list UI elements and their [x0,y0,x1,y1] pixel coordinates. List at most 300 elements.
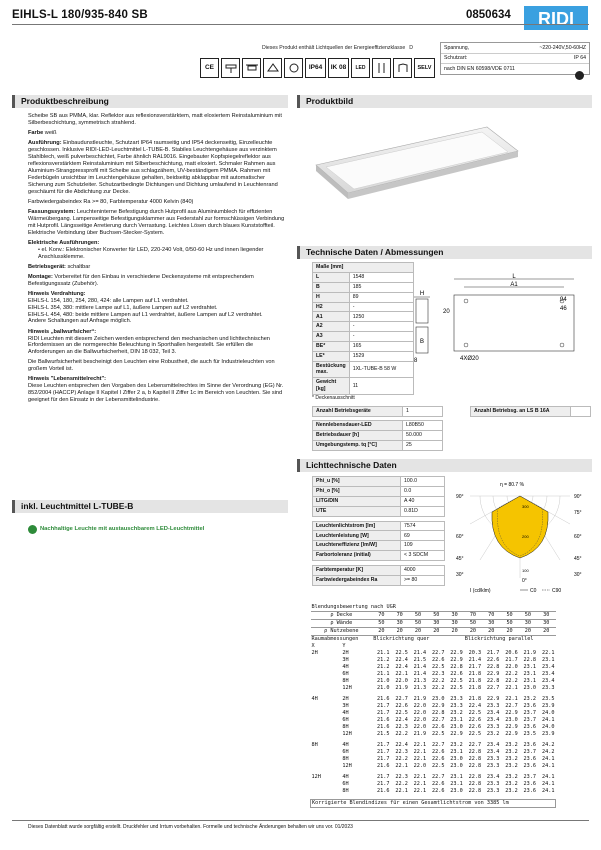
ugr-cell [311,657,342,664]
table-row [311,650,556,657]
electrical-spec-box [440,42,590,75]
table-row [311,717,556,724]
dimension-drawing [410,273,590,363]
table-row [311,628,556,636]
ugr-cell: 23.0 [450,788,463,794]
ugr-cell: 22.0 [413,724,427,730]
ugr-cell: 23.3 [486,781,500,787]
ugr-cell: 21.1 [377,671,390,677]
footer-divider [12,820,589,821]
ugr-cell: 23.7 [523,717,537,723]
svg-text:300: 300 [522,504,529,509]
ugr-cell: 22.6 [486,657,500,663]
ugr-cell: 22.6 [431,657,445,663]
ugr-cell: 22.3 [431,671,445,677]
cutout-note: * Deckenausschnitt [312,395,355,401]
touch-guard-icon [393,58,412,78]
ugr-cell: 22.1 [413,774,427,780]
ugr-cell: 22.1 [413,756,427,762]
svg-text:4XØ20: 4XØ20 [460,356,479,362]
ugr-cell: 22.9 [505,731,518,737]
ugr-cell: 23.3 [542,685,555,691]
ugr-cell: ρ Decke [311,612,373,620]
ik08-icon: IK 08 [328,58,349,78]
ugr-cell: 50 [500,620,518,628]
ugr-cell: 23.2 [505,788,518,794]
ugr-cell: 22.1 [395,671,408,677]
ugr-cell: Raumabmessungen [311,636,359,642]
ugr-cell: 22.6 [431,756,445,762]
ugr-cell: 22.8 [468,774,482,780]
ugr-cell: 21.0 [377,685,390,691]
ugr-cell: 22.5 [395,710,408,716]
ugr-cell: 22.9 [450,657,463,663]
ugr-cell: 6H [342,717,349,723]
svg-text:A1: A1 [510,282,518,288]
product-title: EIHLS-L 180/935-840 SB [12,9,148,21]
ugr-cell: 22.6 [431,781,445,787]
table-row [311,636,556,644]
ugr-cell: 24.1 [542,717,555,723]
ugr-cell: 4H [342,774,349,780]
ugr-cell: 23.1 [523,678,537,684]
surface-temperature-icon [263,58,282,78]
ugr-cell: 22.3 [395,749,408,755]
ugr-cell: 21.7 [377,774,390,780]
ceiling-mount-icon [242,58,261,78]
ugr-cell: 20 [391,628,409,636]
ugr-cell: 23.7 [523,710,537,716]
svg-text:60°: 60° [574,534,582,540]
ugr-cell: 12H [342,731,352,737]
ugr-cell: 23.3 [486,756,500,762]
ugr-cell: 23.6 [523,724,537,730]
ugr-cell: 22.9 [505,724,518,730]
ugr-cell: 21.1 [377,650,390,656]
ugr-cell: 20 [500,628,518,636]
ugr-cell: 23.3 [450,703,463,709]
ugr-cell: 22.9 [486,696,500,702]
ugr-cell: 22.1 [413,788,427,794]
table-row [311,724,556,731]
ugr-cell: 20 [537,628,555,636]
ugr-cell: 30 [445,612,463,620]
ugr-cell: 21.7 [377,756,390,762]
ugr-cell: 22.5 [431,664,445,670]
ugr-cell: 20.6 [505,650,518,656]
ugr-cell: 23.7 [523,774,537,780]
table-row [311,731,556,738]
ugr-cell: 23.4 [486,749,500,755]
ugr-cell: 22.8 [468,781,482,787]
ugr-cell: 20 [427,628,445,636]
ugr-cell: 20 [464,628,482,636]
ugr-cell: Blickrichtung parallel [464,636,534,642]
ugr-cell: 24.0 [542,710,555,716]
ugr-cell: 21.4 [413,671,427,677]
table-row: Leuchtenleistung [W] 69 [313,531,445,541]
table-row: A1 1250 [313,312,414,322]
table-row: Umgebungstemp. tq [°C] 25 [313,440,443,450]
ugr-cell: 22.5 [431,763,445,769]
ugr-cell: 22.6 [468,724,482,730]
ugr-cell: 21.7 [377,742,390,748]
table-row [311,612,556,620]
ugr-cell [311,703,342,710]
ugr-cell: 22.1 [395,763,408,769]
ugr-cell: 21.5 [413,657,427,663]
table-row: Farbwiedergabeindex Ra >= 80 [313,575,445,585]
certification-icons [200,58,435,78]
ugr-cell: 20 [519,628,537,636]
ugr-cell: 22.8 [468,749,482,755]
table-row: B 185 [313,282,414,292]
table-row: Nennlebensdauer-LED L80B50 [313,421,443,431]
ugr-cell: 22.0 [413,710,427,716]
driver-count-table [312,406,443,417]
ugr-cell: 20.3 [468,650,482,656]
ugr-cell: 8H [342,724,349,730]
ugr-cell: 23.0 [523,685,537,691]
svg-text:C90: C90 [552,588,562,594]
article-number: 0850634 [466,9,511,21]
table-row: UTE 0.81D [313,506,445,516]
ugr-cell: 23.1 [523,664,537,670]
ugr-cell: 22.3 [395,724,408,730]
ugr-cell: 2H [342,696,349,702]
table-row [311,763,556,770]
ugr-cell: 23.3 [486,724,500,730]
ugr-cell: 22.8 [468,788,482,794]
ugr-cell: 21.4 [413,664,427,670]
ugr-cell: 22.8 [468,763,482,769]
svg-text:94: 94 [560,297,567,303]
ugr-cell [311,724,342,731]
svg-text:L: L [512,274,516,280]
ugr-cell: 22.7 [431,650,445,656]
svg-text:30°: 30° [456,572,464,578]
ugr-cell: 21.8 [468,678,482,684]
ugr-cell: 50 [409,620,427,628]
ugr-cell: 22.1 [542,650,555,656]
ugr-cell: 8H [342,678,349,684]
ugr-cell [311,717,342,724]
ugr-cell: 21.5 [377,731,390,737]
table-row: Leuchtenlichtstrom [lm] 7574 [313,521,445,531]
ugr-cell: 21.6 [377,763,390,769]
ugr-cell: 70 [372,612,390,620]
ugr-cell: 22.4 [395,742,408,748]
ugr-cell: 50 [372,620,390,628]
table-row [311,774,556,781]
ugr-cell: 23.0 [450,724,463,730]
ugr-cell: 24.1 [542,781,555,787]
table-row: Bestückung max. 1XL-TUBE-B 58 W [313,361,414,377]
ugr-cell: 21.7 [486,650,500,656]
ugr-cell: 23.4 [486,710,500,716]
ugr-cell: 22.8 [468,756,482,762]
svg-text:60°: 60° [456,534,464,540]
table-row: Phi_u [%] 100.0 [313,477,445,487]
svg-text:η = 80.7 %: η = 80.7 % [500,482,525,488]
table-row: A3 - [313,332,414,342]
ugr-cell: 22.0 [395,678,408,684]
table-row: L 1548 [313,272,414,282]
ugr-cell: 21.7 [377,749,390,755]
ugr-cell: 23.5 [523,731,537,737]
section-lighting-data: Lichttechnische Daten [297,459,592,472]
ugr-cell: 23.4 [542,678,555,684]
ugr-cell: 22.1 [505,696,518,702]
ugr-cell: 24.1 [542,756,555,762]
sustainability-note: Nachhaltige Leuchte mit austauschbarem LED-Leuchtmittel [28,525,204,534]
ugr-cell: 23.0 [450,763,463,769]
table-row [311,657,556,664]
lifetime-table [312,420,443,451]
svg-text:75°: 75° [574,510,582,516]
table-row: Leuchteneffizienz [lm/W] 109 [313,541,445,551]
ugr-cell: 22.9 [450,731,463,737]
ugr-cell: 22.7 [431,742,445,748]
svg-text:0°: 0° [522,578,527,584]
ugr-cell: 22.5 [450,678,463,684]
ugr-cell: 23.4 [542,671,555,677]
ugr-cell: 21.9 [413,696,427,702]
svg-text:C0: C0 [530,588,537,594]
ugr-cell: 23.6 [523,703,537,709]
ugr-cell: 22.7 [468,742,482,748]
ugr-cell: 22.9 [450,650,463,656]
ugr-cell: 4H [342,710,349,716]
ugr-cell: 22.6 [395,703,408,709]
ugr-cell: 23.3 [486,788,500,794]
ugr-cell: X [311,643,315,649]
ugr-cell: 23.1 [450,749,463,755]
ugr-cell [311,685,342,692]
ugr-cell: 30 [537,620,555,628]
ugr-cell [311,710,342,717]
ugr-cell [311,781,342,788]
ugr-cell: 23.0 [505,717,518,723]
ugr-cell: 30 [427,620,445,628]
ugr-cell: 22.9 [505,710,518,716]
ugr-cell: 21.8 [468,696,482,702]
ugr-cell: 21.6 [377,724,390,730]
ugr-cell: 21.4 [468,657,482,663]
ugr-cell: Y [342,643,346,649]
ugr-cell: 23.6 [523,756,537,762]
ugr-cell: 22.6 [431,788,445,794]
ugr-cell: 22.7 [431,717,445,723]
ugr-cell: 21.7 [377,781,390,787]
ugr-cell: 20 [409,628,427,636]
ugr-cell: 24.1 [542,788,555,794]
ce-icon: CE [200,58,219,78]
ugr-cell: 20 [482,628,500,636]
ugr-cell: 22.0 [413,763,427,769]
ugr-cell: 4H [342,664,349,670]
ugr-cell: ρ Wände [311,620,373,628]
ugr-cell: 23.1 [523,671,537,677]
ugr-cell: 21.3 [413,685,427,691]
ugr-cell: Korrigierte Blendindizes für einen Gesamtlichtstrom von 3385 lm [311,799,556,807]
ugr-cell: 22.7 [505,703,518,709]
ugr-cell: 22.6 [450,671,463,677]
ugr-cell: 6H [342,781,349,787]
ugr-cell: 30 [482,620,500,628]
ugr-cell: 22.9 [486,671,500,677]
ugr-cell: 22.4 [468,703,482,709]
ugr-cell: 22.1 [505,685,518,691]
ugr-cell: 2H [342,650,349,656]
ugr-cell: 22.6 [431,724,445,730]
ugr-cell: 23.6 [523,788,537,794]
ugr-cell: 23.5 [542,696,555,702]
table-row [311,703,556,710]
svg-text:46: 46 [560,306,567,312]
ugr-cell: 21.7 [468,664,482,670]
ugr-cell: 8H [342,788,349,794]
ugr-cell: 23.9 [542,703,555,709]
table-row [311,685,556,692]
ugr-cell: 22.7 [431,774,445,780]
ugr-cell: 23.6 [523,763,537,769]
ugr-cell: 23.3 [486,703,500,709]
led-icon: LED [351,58,370,78]
circuit-breaker-table [470,406,591,417]
leaf-icon [28,525,37,534]
table-row: Gewicht [kg] 11 [313,378,414,394]
table-row: Betriebsdauer [h] 50.000 [313,430,443,440]
ugr-cell: 2H [311,650,318,656]
table-row: H2 - [313,302,414,312]
ugr-cell: 22.0 [413,717,427,723]
ugr-cell: 23.2 [505,774,518,780]
ugr-cell: 30 [445,620,463,628]
spec-row-norm: nach DIN EN 60598/VDE 0711 [444,65,515,72]
svg-text:100: 100 [522,568,529,573]
ugr-table: Blendungsbewertung nach UGR ρ Decke 70 70 50 50 30 70 70 50 50 30 ρ Wände 50 30 50 30 30 50 30 50 30 30 ρ Nutzebene 20 20 20 20 20 20 20 20 20 20 Raumabmessungen Blickrichtung quer Blickrichtung parallel X Y 2H 2H 21.1 22.5 21.4 22.7 22.9 20.3 21.7 20.6 21.9 22.1 3H 21.2 22.4 21.5 22.6 22.9 21.4 22.6 21.7 22.8 23.1 4H 21.2 22.4 21.4 22.5 22.8 21.7 22.8 22.0 23.1 23.4 6H 21.1 22.1 21.4 22.3 22.6 21.8 22.9 22.2 23.1 23.4 8H 21.0 22.0 21.3 22.2 22.5 21.8 22.8 22.2 23.1 23.4 12H 21.0 21.9 21.3 22.2 22.5 21.8 22.7 22.1 23.0 23.3 4H 2H 21.6 22.7 21.9 23.0 23.3 21.8 22.9 22.1 23.2 23.5 3H 21.7 22.6 22.0 22.9 23.3 22.4 23.3 22.7 23.6 23.9 4H 21.7 22.5 22.0 22.8 23.2 22.5 23.4 22.9 23.7 24.0 6H 21.6 22.4 22.0 22.7 23.1 22.6 23.4 23.0 23.7 24.1 8H 21.6 22.3 22.0 22.6 23.0 22.6 23.3 22.9 23.6 24.0 12H 21.5 22.2 21.9 22.5 22.9 22.5 23.2 22.9 23.5 23.9 8H 4H 21.7 22.4 22.1 22.7 23.2 22.7 23.4 23.2 23.6 24.2 6H 21.7 22.3 22.1 22.6 23.1 22.8 23.4 23.2 23.7 24.2 8H 21.7 22.2 22.1 22.6 23.0 22.8 23.3 23.2 23.6 24.1 12H 21.6 22.1 22.0 22.5 23.0 22.8 23.3 23.2 23.6 24.1 12H 4H 21.7 22.3 22.1 22.7 23.1 22.8 23.4 23.2 23.7 24.1 6H 21.7 22.2 22.1 22.6 23.1 22.8 23.3 23.2 23.6 24.1 8H 21.6 22.1 22.1 22.6 23.0 22.8 23.3 23.2 23.6 24.1 Korrigierte Blendindizes für einen Gesamtlichtstrom von 3385 lm [311,604,555,806]
product-description: Scheibe SB aus PMMA, klar. Reflektor aus reflexionsverstärktem, matt eloxiertem Reinstaluminium mit Silberbeschichtung, symmetrisch strahlend. Farbe weiß Ausführung: Einbaudunstleuchte, Schutzart IP64 raumseitig und IP54 deckenseitig, Einzelleuchte geschlossen. Inklusive RIDI-LED-Leuchtmittel L-TUBE-B. Stabiles Leuchtengehäuse aus verzinktem Stahlblech, weiß pulverbeschichtet, Farbe ähnlich RAL9016. Eingebauter Kopfspiegelreflektor aus reflexionsverstärktem Reinstaluminium mit Silberbeschichtung, matt eloxiert. Schmaler Rahmen aus Aluminium-Strangpressprofil mit Scheibe aus schlagzähem, UV-beständigem PMMA. Rahmen mit Federbügeln unsichtbar im Leuchtengehäuse gehalten, beidseitig abklappbar mit automatischer Sicherung zum Schutzleiter. Schutzartbedingte Dichtungen und Dichtung umlaufend in Leuchtenrand geschäumt für die Abdichtung zur Decke. Farbwiedergabeindex Ra >= 80, Farbtemperatur 4000 Kelvin (840) Fassungssystem: Leuchteninterne Befestigung durch Hutprofil aus Aluminiumblech für effizienten Wärmeübergang. Lampenseitige Befestigungsklammer aus Federstahl zur formschlüssigen Verbindung mit Hutprofil. Längsseitige Arretierung durch Verrastung. Leichtes Lösen durch blaues Kunststoffteil. Elektrische Verbindung über Buchsen-Stecker-System. Elektrische Ausführungen: • el. Konv.: Elektronischer Konverter für LED, 220-240 Volt, 0/50-60 Hz und innen liegender Anschlussklemme. Betriebsgerät: schaltbar Montage: Vorbereitet für den Einbau in verschiedene Deckensysteme mit entsprechendem Befestigungssatz (Zubehör). Hinweis Verdrahtung: EIHLS-L 154, 180, 254, 280, 424: alle Lampen auf L1 verdrahtet. EIHLS-L 354, 380: mittlere Lampe auf L1, äußere Lampen auf L2 verdrahtet. EIHLS-L 454, 480: beide mittlere Lampen auf L1 verdrahtet, äußere Lampen auf L2 verdrahtet. Andere Schaltungen auf Anfrage möglich. Hinweis „ballwurfsicher“: RIDI Leuchten mit diesem Zeichen werden entsprechend den mechanischen und lichttechnischen Erfordernissen an die normgerechte Beleuchtung in Sporthallen hergestellt. Sie erfüllen die Anforderungen an die Ballwurfsicherheit, DIN 18 032, Teil 3. Die Ballwurfsicherheit bescheinigt den Leuchten eine Robustheit, die auch für Industrieleuchten von großem Vorteil ist. Hinweis "Lebensmittelrecht": Diese Leuchten entsprechen den Vorgaben des Lebensmittelrechtes im Sinne der Verordnung (EG) Nr. 852/2004 (HACCP) Anlage II Kapitel I Ziffer 2 a, b Kapitel II Ziffer 1c im Bereich von Leuchten. Sie sind geeignet für den Einsatz in der Lebensmittelindustrie. [28,113,285,404]
ugr-cell: 21.8 [468,685,482,691]
ugr-cell: 8H [311,742,318,748]
ugr-cell: 21.0 [377,678,390,684]
ugr-cell: 22.5 [468,710,482,716]
ugr-cell [311,788,342,795]
section-description: Produktbeschreibung [12,95,288,108]
ugr-cell: 22.7 [486,685,500,691]
ugr-cell: 24.2 [542,749,555,755]
header-divider [12,24,589,25]
ugr-cell: 21.9 [413,731,427,737]
ugr-cell: 23.9 [542,731,555,737]
ugr-cell: 3H [342,703,349,709]
ugr-cell: 22.8 [450,664,463,670]
ugr-cell: 21.7 [377,703,390,709]
footer-disclaimer: Dieses Datenblatt wurde sorgfältig erstellt. Druckfehler und Irrtum vorbehalten. Formelle und technische Änderungen behalten wir uns vor. 01/2023 [28,824,353,830]
ugr-cell: 50 [464,620,482,628]
ugr-cell: 23.1 [450,717,463,723]
ugr-cell: 8H [342,756,349,762]
ugr-cell: 22.8 [486,664,500,670]
ugr-cell: 23.6 [523,742,537,748]
svg-text:45°: 45° [456,556,464,562]
ugr-cell: 21.6 [377,717,390,723]
spec-row-protection: Schutzart: IP 64 [441,54,589,65]
table-row [311,643,556,650]
ugr-cell: 23.2 [505,781,518,787]
ugr-cell: 23.0 [431,696,445,702]
table-row: Farbtemperatur [K] 4000 [313,566,445,576]
ugr-cell: 30 [391,620,409,628]
section-included-lamp: inkl. Leuchtmittel L-TUBE-B [12,500,288,513]
selv-icon: SELV [414,58,435,78]
light-distribution-diagram [450,478,592,598]
ugr-cell: 22.1 [395,788,408,794]
section-technical-data: Technische Daten / Abmessungen [297,246,592,259]
ugr-cell: 21.4 [413,650,427,656]
ugr-cell: 70 [391,612,409,620]
ugr-cell: 22.2 [505,671,518,677]
ugr-cell: 23.2 [505,749,518,755]
spec-row-voltage: Spannung, ~220-240V,50-60HZ [441,43,589,54]
ugr-cell: 22.2 [505,678,518,684]
ugr-cell: 30 [537,612,555,620]
ugr-cell: 24.1 [542,763,555,769]
ugr-cell: 23.3 [486,763,500,769]
ugr-cell: 23.2 [450,710,463,716]
table-row [311,799,556,807]
ugr-cell: 70 [482,612,500,620]
ugr-cell: 23.2 [486,731,500,737]
table-row: A2 - [313,322,414,332]
ugr-cell: 22.9 [431,703,445,709]
food-safe-icon [372,58,391,78]
table-row [311,696,556,703]
svg-text:45°: 45° [574,556,582,562]
ugr-cell: 20 [445,628,463,636]
ugr-cell: 22.8 [431,710,445,716]
ugr-cell: 22.1 [413,749,427,755]
ugr-cell: 12H [311,774,321,780]
ugr-cell: 21.7 [377,710,390,716]
svg-text:90°: 90° [456,494,464,500]
ugr-cell [311,731,342,738]
ugr-cell: 24.2 [542,742,555,748]
ugr-cell: 22.2 [431,685,445,691]
ugr-cell: 22.5 [431,731,445,737]
table-row [311,788,556,795]
svg-text:200: 200 [522,534,529,539]
ugr-cell: ρ Nutzebene [311,628,373,636]
svg-text:RIDI: RIDI [538,9,574,29]
product-photo [312,113,522,225]
svg-text:H: H [419,291,425,297]
ugr-cell: 22.8 [486,678,500,684]
ugr-cell: 21.2 [377,664,390,670]
ugr-cell: 24.1 [542,774,555,780]
table-row: Anzahl Betriebsg. an LS B 16A [471,407,591,417]
ugr-cell: 23.2 [505,742,518,748]
ugr-cell [311,678,342,685]
ugr-cell: 23.6 [523,781,537,787]
ugr-cell: 22.1 [413,742,427,748]
mounting-icon [221,58,240,78]
lighting-data-table [312,476,445,586]
ugr-cell: 22.4 [395,717,408,723]
ugr-cell: 4H [342,742,349,748]
ugr-cell: 3H [342,657,349,663]
